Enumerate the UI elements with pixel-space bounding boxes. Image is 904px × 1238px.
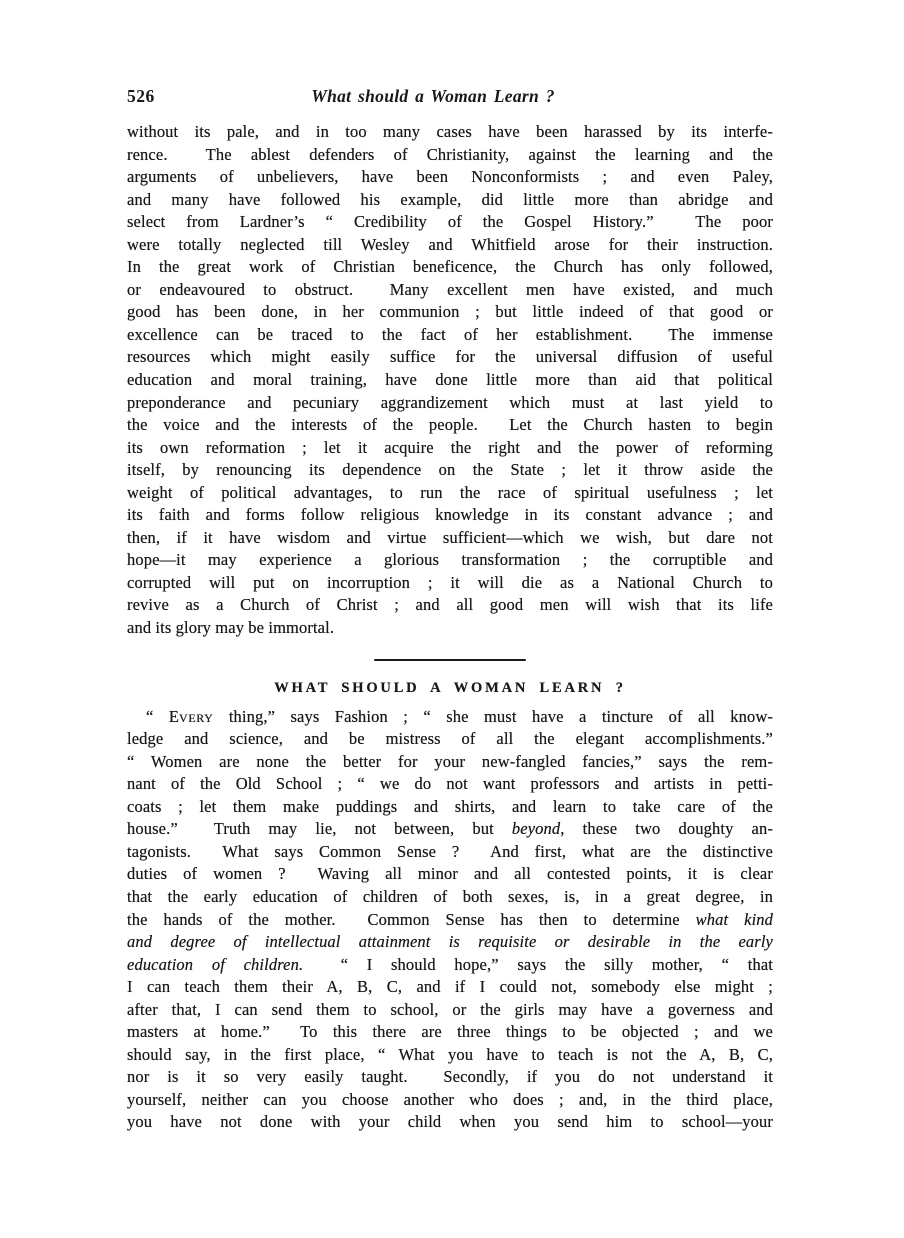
text-line: revive as a Church of Christ ; and all good men will wish that its life (127, 595, 773, 615)
text-line: duties of women ? Waving all minor and all contested points, it is clear (127, 864, 773, 884)
text-line: its own reformation ; let it acquire the right and the power of reforming (127, 437, 773, 457)
text-line: tagonists. What says Common Sense ? And first, what are the distinctive (127, 841, 773, 861)
text-line: I can teach them their A, B, C, and if I could not, somebody else might ; (127, 977, 773, 997)
text-line: and degree of intellectual attainment is requisite or desirable in the early (127, 932, 773, 952)
text-line: house.” Truth may lie, not between, but beyond, these two doughty an- (127, 819, 773, 839)
text-line: its faith and forms follow religious knowledge in its constant advance ; and (127, 505, 773, 525)
text-line: select from Lardner’s “ Credibility of the Gospel History.” The poor (127, 212, 773, 232)
paragraph-article-continuation (127, 121, 773, 640)
text-line: “ Women are none the better for your new-fangled fancies,” says the rem- (127, 751, 773, 771)
text-line: hope—it may experience a glorious transformation ; the corruptible and (127, 550, 773, 570)
text-line: education of children. “ I should hope,” says the silly mother, “ that (127, 954, 773, 974)
text-line: itself, by renouncing its dependence on the State ; let it throw aside the (127, 460, 773, 480)
text-line: after that, I can send them to school, or the girls may have a governess and (127, 999, 773, 1019)
text-line: and its glory may be immortal. (127, 618, 335, 638)
text-line: weight of political advantages, to run the race of spiritual usefulness ; let (127, 482, 773, 502)
text-line: nant of the Old School ; “ we do not want professors and artists in petti- (127, 774, 773, 794)
text-line: the voice and the interests of the people. Let the Church hasten to begin (127, 415, 773, 435)
text-line: were totally neglected till Wesley and Whitfield arose for their instruction. (127, 234, 773, 254)
text-line: corrupted will put on incorruption ; it will die as a National Church to (127, 572, 773, 592)
text-line: good has been done, in her communion ; but little indeed of that good or (127, 302, 773, 322)
text-line: resources which might easily suffice for the universal diffusion of useful (127, 347, 773, 367)
text-line: In the great work of Christian beneficence, the Church has only followed, (127, 257, 773, 277)
text-line: yourself, neither can you choose another who does ; and, in the third place, (127, 1089, 773, 1109)
text-line: “ Every thing,” says Fashion ; “ she must have a tincture of all know- (146, 706, 773, 726)
text-line: arguments of unbelievers, have been Nonconformists ; and even Paley, (127, 167, 773, 187)
text-line: or endeavoured to obstruct. Many excellent men have existed, and much (127, 279, 773, 299)
text-line: should say, in the first place, “ What you have to teach is not the A, B, C, (127, 1044, 773, 1064)
text-line: masters at home.” To this there are three things to be objected ; and we (127, 1022, 773, 1042)
text-line: coats ; let them make puddings and shirts, and learn to take care of the (127, 796, 773, 816)
text-line: and many have followed his example, did little more than abridge and (127, 189, 773, 209)
paragraph-what-should-a-woman-learn (127, 706, 773, 1134)
text-line: education and moral training, have done little more than aid that political (127, 370, 773, 390)
running-title: What should a Woman Learn ? (311, 86, 555, 106)
section-divider-rule (374, 659, 526, 661)
text-line: ledge and science, and be mistress of all the elegant accomplishments.” (127, 729, 773, 749)
text-line: without its pale, and in too many cases have been harassed by its interfe- (127, 122, 773, 141)
text-line: the hands of the mother. Common Sense has then to determine what kind (127, 909, 773, 929)
text-line: excellence can be traced to the fact of her establishment. The immense (127, 324, 773, 344)
text-column (127, 121, 773, 1134)
text-line: that the early education of children of both sexes, is, in a great degree, in (127, 886, 773, 906)
text-line: you have not done with your child when you send him to school—your (127, 1112, 773, 1132)
text-line: nor is it so very easily taught. Secondly, if you do not understand it (127, 1067, 773, 1087)
page-header (127, 86, 773, 108)
section-heading: WHAT SHOULD A WOMAN LEARN ? (274, 679, 626, 696)
text-line: preponderance and pecuniary aggrandizement which must at last yield to (127, 392, 773, 412)
text-line: then, if it have wisdom and virtue sufficient—which we wish, but dare not (127, 527, 773, 547)
text-line: rence. The ablest defenders of Christianity, against the learning and the (127, 144, 773, 164)
page-number: 526 (127, 86, 155, 106)
